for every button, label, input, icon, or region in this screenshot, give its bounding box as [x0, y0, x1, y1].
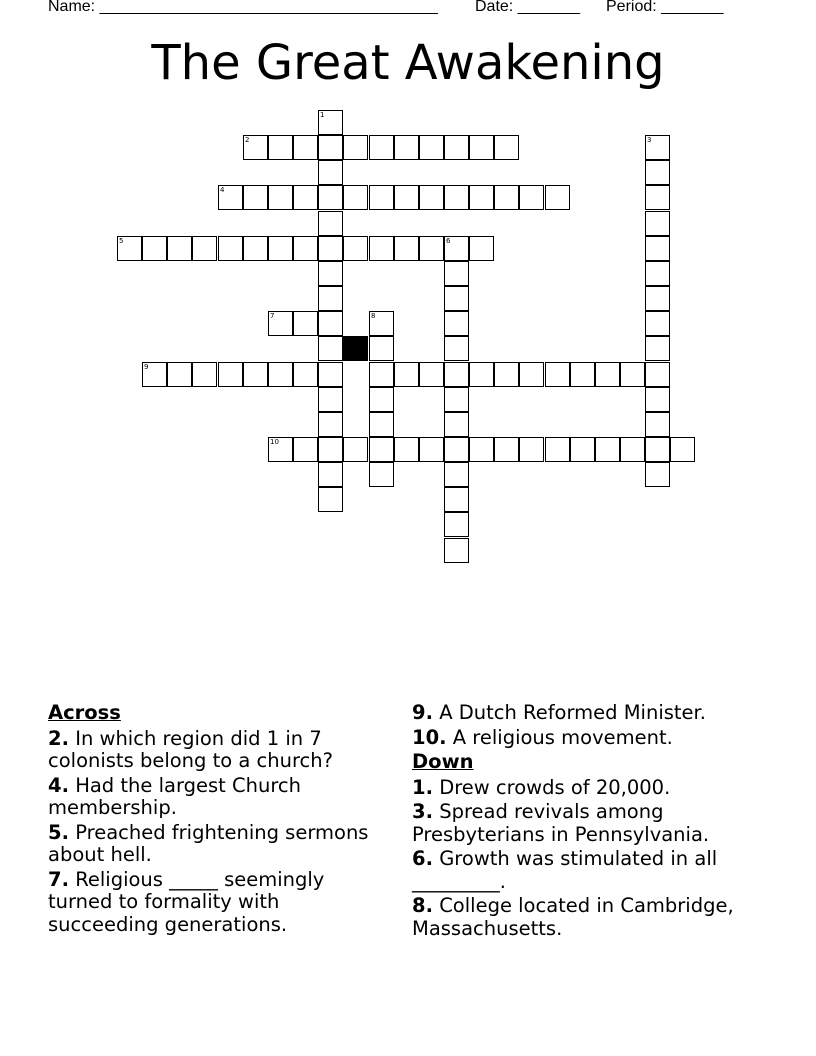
grid-cell[interactable]	[218, 236, 243, 261]
grid-cell[interactable]	[545, 362, 570, 387]
grid-cell[interactable]	[444, 512, 469, 537]
grid-cell[interactable]	[645, 336, 670, 361]
grid-cell[interactable]	[117, 236, 142, 261]
grid-cell[interactable]	[620, 437, 645, 462]
grid-cell[interactable]	[142, 236, 167, 261]
grid-cell[interactable]	[369, 336, 394, 361]
grid-cell[interactable]	[343, 135, 368, 160]
grid-cell[interactable]	[318, 211, 343, 236]
grid-cell[interactable]	[645, 135, 670, 160]
grid-cell[interactable]	[645, 311, 670, 336]
black-square	[343, 336, 368, 361]
clue-number: 9	[144, 363, 149, 371]
grid-cell[interactable]	[595, 362, 620, 387]
grid-cell[interactable]	[318, 160, 343, 185]
grid-cell[interactable]	[469, 185, 494, 210]
grid-cell[interactable]	[444, 236, 469, 261]
grid-cell[interactable]	[494, 437, 519, 462]
grid-cell[interactable]	[293, 362, 318, 387]
grid-cell[interactable]	[243, 236, 268, 261]
grid-cell[interactable]	[469, 236, 494, 261]
grid-cell[interactable]	[469, 362, 494, 387]
grid-cell[interactable]	[318, 236, 343, 261]
grid-cell[interactable]	[243, 185, 268, 210]
across-clue-7: 7. Religious _____ seemingly turned to formality with succeeding generations.	[48, 867, 325, 936]
grid-cell[interactable]	[369, 462, 394, 487]
clues-left-column	[48, 702, 388, 938]
grid-cell[interactable]	[318, 336, 343, 361]
grid-cell[interactable]	[595, 437, 620, 462]
grid-cell[interactable]	[469, 437, 494, 462]
grid-cell[interactable]	[243, 362, 268, 387]
grid-cell[interactable]	[318, 362, 343, 387]
grid-cell[interactable]	[343, 185, 368, 210]
clue-number: 8	[371, 312, 376, 320]
grid-cell[interactable]	[318, 135, 343, 160]
grid-cell[interactable]	[343, 236, 368, 261]
page-title: The Great Awakening	[151, 35, 665, 91]
grid-cell[interactable]	[293, 135, 318, 160]
grid-cell[interactable]	[570, 437, 595, 462]
clue-number: 10	[270, 438, 279, 446]
down-clue-1: 1. Drew crowds of 20,000.	[412, 775, 671, 799]
grid-cell[interactable]	[419, 135, 444, 160]
grid-cell[interactable]	[444, 336, 469, 361]
grid-cell[interactable]	[293, 185, 318, 210]
grid-cell[interactable]	[369, 185, 394, 210]
grid-cell[interactable]	[494, 135, 519, 160]
grid-cell[interactable]	[369, 135, 394, 160]
across-heading: Across	[48, 701, 121, 724]
grid-cell[interactable]	[444, 185, 469, 210]
grid-cell[interactable]	[318, 311, 343, 336]
grid-cell[interactable]	[645, 211, 670, 236]
grid-cell[interactable]	[167, 236, 192, 261]
grid-cell[interactable]	[218, 185, 243, 210]
grid-cell[interactable]	[268, 311, 293, 336]
grid-cell[interactable]	[243, 135, 268, 160]
grid-cell[interactable]	[645, 412, 670, 437]
grid-cell[interactable]	[519, 362, 544, 387]
grid-cell[interactable]	[369, 236, 394, 261]
grid-cell[interactable]	[318, 286, 343, 311]
across-clue-4: 4. Had the largest Church membership.	[48, 773, 301, 819]
clues-right-column	[412, 702, 772, 942]
grid-cell[interactable]	[519, 185, 544, 210]
grid-cell[interactable]	[645, 236, 670, 261]
period-field-label[interactable]: Period: _______	[606, 0, 724, 15]
grid-cell[interactable]	[192, 362, 217, 387]
grid-cell[interactable]	[545, 185, 570, 210]
grid-cell[interactable]	[318, 412, 343, 437]
grid-cell[interactable]	[444, 412, 469, 437]
grid-cell[interactable]	[343, 437, 368, 462]
grid-cell[interactable]	[444, 487, 469, 512]
grid-cell[interactable]	[469, 135, 494, 160]
grid-cell[interactable]	[268, 135, 293, 160]
grid-cell[interactable]	[268, 185, 293, 210]
grid-cell[interactable]	[444, 362, 469, 387]
grid-cell[interactable]	[444, 387, 469, 412]
grid-cell[interactable]	[645, 437, 670, 462]
grid-cell[interactable]	[419, 236, 444, 261]
grid-cell[interactable]	[444, 437, 469, 462]
across-clue-9: 9. A Dutch Reformed Minister.	[412, 701, 706, 724]
grid-cell[interactable]	[369, 362, 394, 387]
grid-cell[interactable]	[494, 362, 519, 387]
clue-number: 6	[446, 237, 451, 245]
grid-cell[interactable]	[369, 437, 394, 462]
grid-cell[interactable]	[394, 185, 419, 210]
name-field-label[interactable]: Name: ______________________________________	[48, 0, 438, 15]
grid-cell[interactable]	[167, 362, 192, 387]
grid-cell[interactable]	[318, 437, 343, 462]
grid-cell[interactable]	[293, 437, 318, 462]
clue-number: 2	[245, 136, 250, 144]
grid-cell[interactable]	[419, 362, 444, 387]
down-heading: Down	[412, 750, 474, 773]
grid-cell[interactable]	[268, 362, 293, 387]
grid-cell[interactable]	[645, 286, 670, 311]
grid-cell[interactable]	[394, 437, 419, 462]
grid-cell[interactable]	[369, 412, 394, 437]
grid-cell[interactable]	[268, 236, 293, 261]
grid-cell[interactable]	[369, 311, 394, 336]
grid-cell[interactable]	[268, 437, 293, 462]
grid-cell[interactable]	[318, 387, 343, 412]
across-clue-10: 10. A religious movement.	[412, 725, 673, 749]
grid-cell[interactable]	[545, 437, 570, 462]
down-clue-6: 6. Growth was stimulated in all _________.	[412, 847, 718, 893]
grid-cell[interactable]	[293, 236, 318, 261]
down-clue-8: 8. College located in Cambridge, Massachusetts.	[412, 894, 734, 940]
grid-cell[interactable]	[645, 185, 670, 210]
grid-cell[interactable]	[645, 362, 670, 387]
grid-cell[interactable]	[670, 437, 695, 462]
clue-number: 3	[647, 136, 652, 144]
grid-cell[interactable]	[142, 362, 167, 387]
grid-cell[interactable]	[318, 261, 343, 286]
grid-cell[interactable]	[645, 462, 670, 487]
grid-cell[interactable]	[293, 311, 318, 336]
grid-cell[interactable]	[519, 437, 544, 462]
grid-cell[interactable]	[570, 362, 595, 387]
grid-cell[interactable]	[494, 185, 519, 210]
clue-number: 4	[220, 186, 225, 194]
down-clue-3: 3. Spread revivals among Presbyterians in Pennsylvania.	[412, 800, 710, 846]
grid-cell[interactable]	[318, 185, 343, 210]
grid-cell[interactable]	[318, 462, 343, 487]
grid-cell[interactable]	[394, 236, 419, 261]
grid-cell[interactable]	[444, 261, 469, 286]
grid-cell[interactable]	[218, 362, 243, 387]
grid-cell[interactable]	[394, 362, 419, 387]
grid-cell[interactable]	[369, 387, 394, 412]
across-clue-2: 2. In which region did 1 in 7 colonists belong to a church?	[48, 726, 333, 772]
grid-cell[interactable]	[645, 261, 670, 286]
grid-cell[interactable]	[192, 236, 217, 261]
grid-cell[interactable]	[394, 135, 419, 160]
grid-cell[interactable]	[444, 538, 469, 563]
grid-cell[interactable]	[645, 160, 670, 185]
grid-cell[interactable]	[645, 387, 670, 412]
grid-cell[interactable]	[318, 110, 343, 135]
grid-cell[interactable]	[444, 462, 469, 487]
across-clue-5: 5. Preached frightening sermons about hell.	[48, 820, 369, 866]
clue-number: 5	[119, 237, 124, 245]
grid-cell[interactable]	[620, 362, 645, 387]
clue-number: 1	[320, 111, 325, 119]
grid-cell[interactable]	[444, 135, 469, 160]
grid-cell[interactable]	[419, 185, 444, 210]
grid-cell[interactable]	[318, 487, 343, 512]
date-field-label[interactable]: Date: _______	[475, 0, 580, 15]
grid-cell[interactable]	[419, 437, 444, 462]
grid-cell[interactable]	[444, 311, 469, 336]
grid-cell[interactable]	[444, 286, 469, 311]
clue-number: 7	[270, 312, 275, 320]
